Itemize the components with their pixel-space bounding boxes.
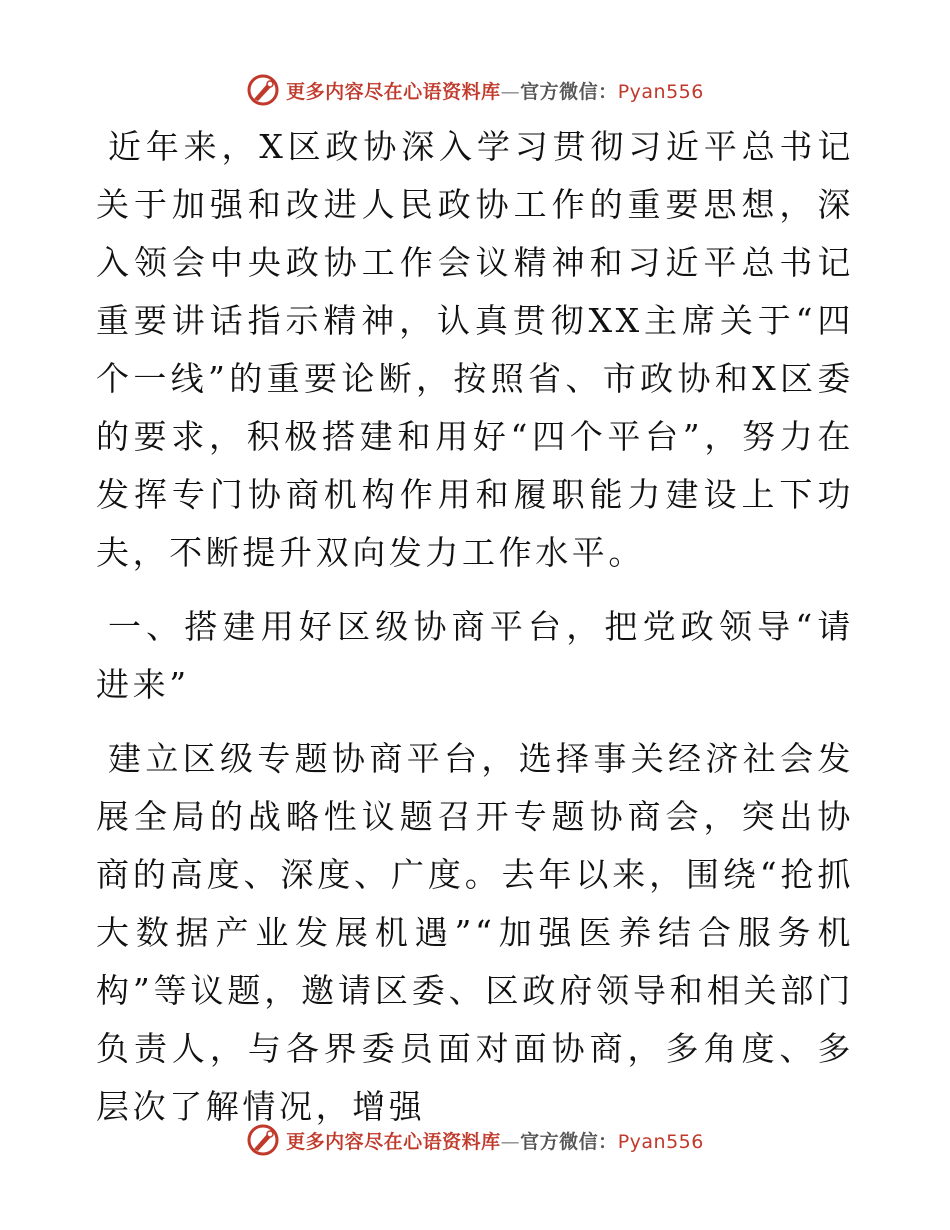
pen-logo-icon <box>246 73 280 107</box>
header-banner <box>0 70 950 110</box>
document-body <box>96 118 854 1136</box>
header-banner-text <box>286 77 704 104</box>
banner-account: Pyan556 <box>617 1130 704 1153</box>
banner-account: Pyan556 <box>617 80 704 103</box>
banner-official-label: 官方微信： <box>520 1130 618 1153</box>
banner-site-name: 更多内容尽在心语资料库 <box>286 1130 501 1153</box>
banner-site-name: 更多内容尽在心语资料库 <box>286 80 501 103</box>
section-heading: 一、搭建用好区级协商平台，把党政领导“请进来” <box>96 607 854 704</box>
footer-banner <box>0 1120 950 1160</box>
banner-official-label: 官方微信： <box>520 80 618 103</box>
section-paragraph: 建立区级专题协商平台，选择事关经济社会发展全局的战略性议题召开专题协商会，突出协商的高度、深度、广度。去年以来，围绕“抢抓大数据产业发展机遇”“加强医养结合服务机构”等议题，邀请区委、区政府领导和相关部门负责人，与各界委员面对面协商，多角度、多层次了解情况，增强 <box>96 739 854 1126</box>
banner-dash: — <box>500 1130 521 1153</box>
intro-paragraph: 近年来，X区政协深入学习贯彻习近平总书记关于加强和改进人民政协工作的重要思想，深入领会中央政协工作会议精神和习近平总书记重要讲话指示精神，认真贯彻XX主席关于“四个一线”的重要论断，按照省、市政协和X区委的要求，积极搭建和用好“四个平台”，努力在发挥专门协商机构作用和履职能力建设上下功夫，不断提升双向发力工作水平。 <box>96 127 854 572</box>
footer-banner-text <box>286 1127 704 1154</box>
banner-dash: — <box>500 80 521 103</box>
pen-logo-icon <box>246 1123 280 1157</box>
